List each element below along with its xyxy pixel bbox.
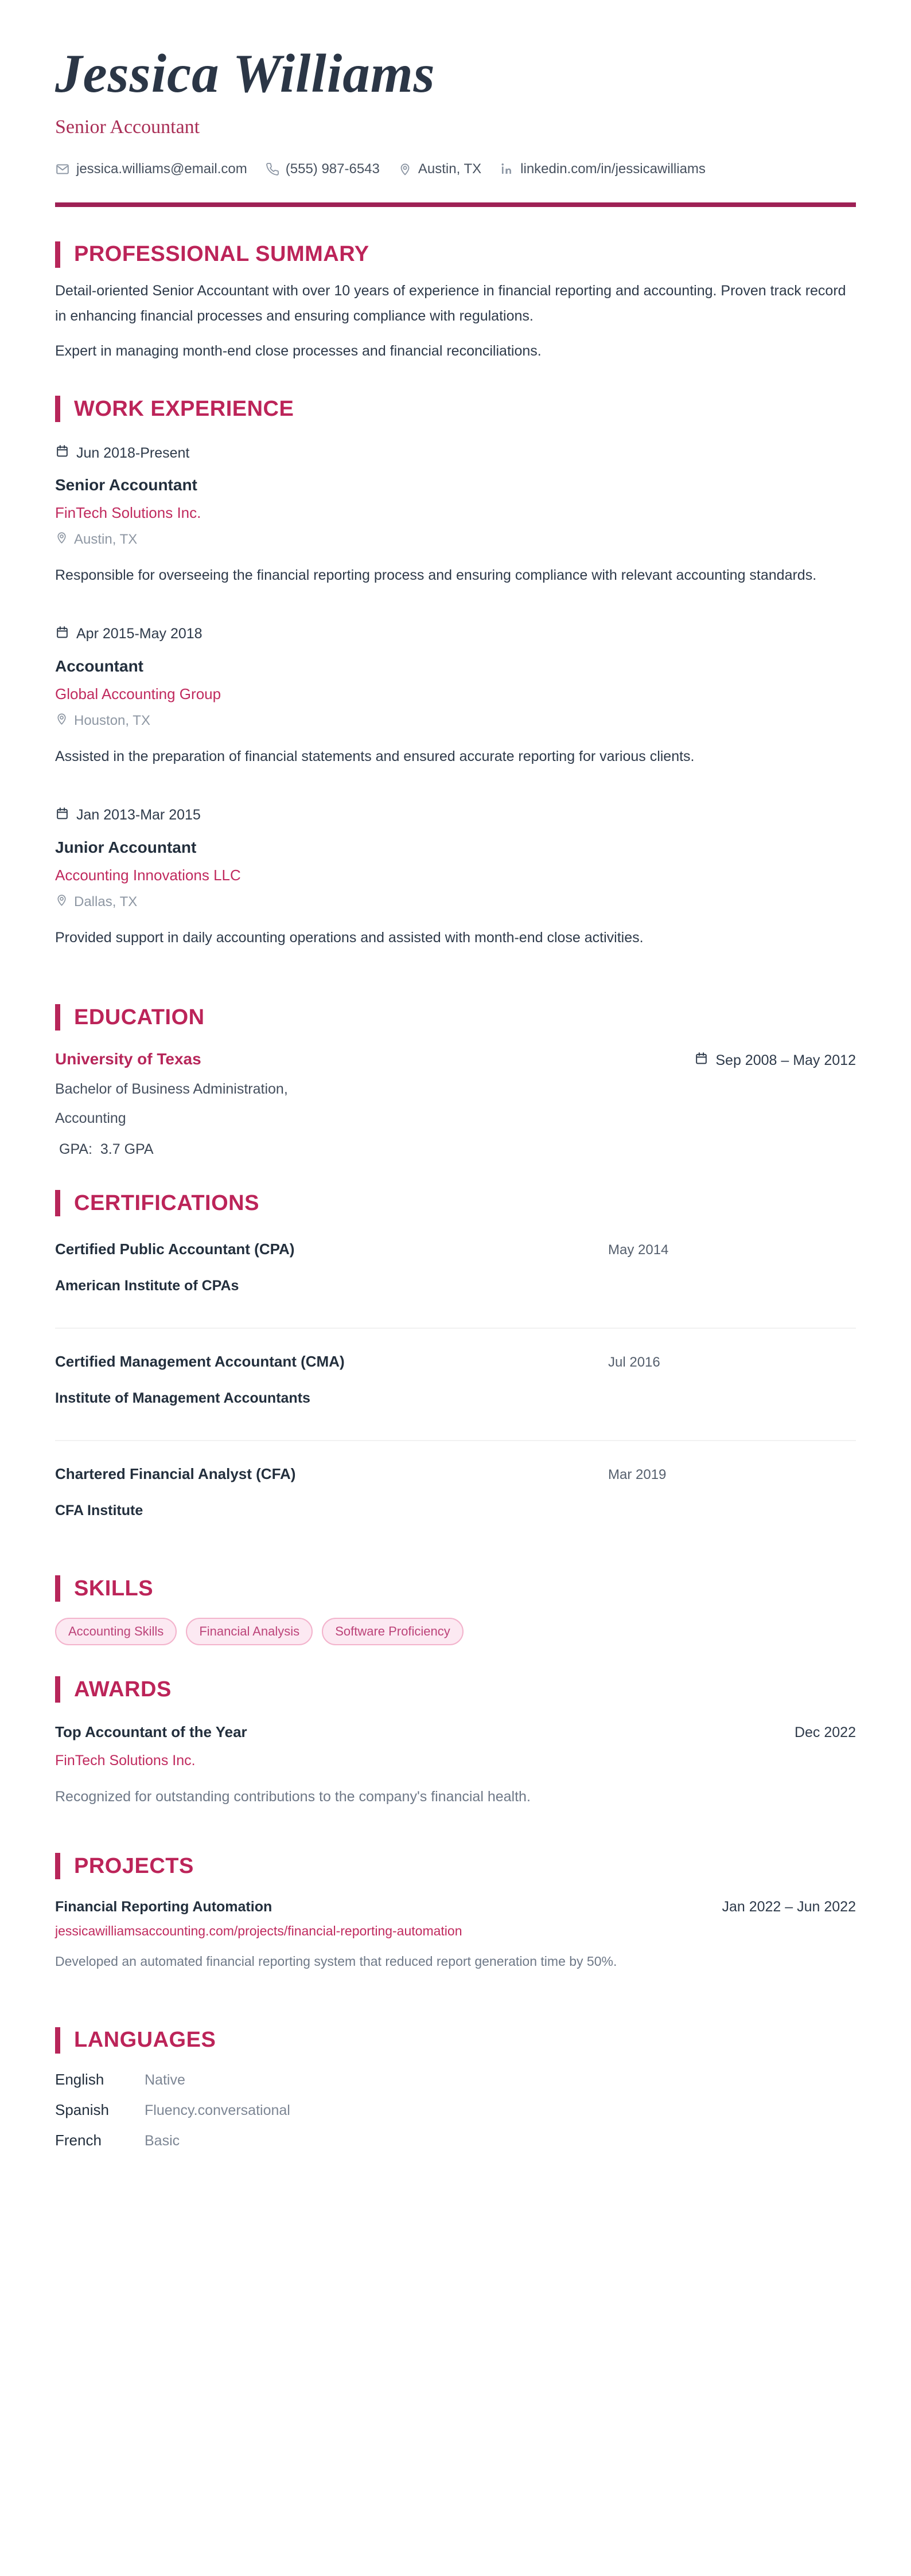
certification-org: CFA Institute (55, 1502, 143, 1519)
section-title: SKILLS (74, 1576, 154, 1601)
certification-date: Jul 2016 (608, 1355, 660, 1371)
award-company: FinTech Solutions Inc. (55, 1753, 196, 1769)
job-title: Junior Accountant (55, 838, 197, 856)
certification-divider (55, 1328, 856, 1329)
certifications-heading (55, 1190, 856, 1216)
job-location: Dallas, TX (74, 893, 138, 910)
contact-email[interactable] (55, 161, 247, 177)
work-heading (55, 396, 856, 422)
degree-line: Bachelor of Business Administration, (55, 1081, 288, 1098)
certification-main (55, 1465, 608, 1519)
job-location-row (55, 531, 856, 548)
section-education (55, 1004, 856, 1158)
job-date-row (55, 806, 856, 825)
contact-email-text: jessica.williams@email.com (76, 161, 247, 177)
education-date: Sep 2008 – May 2012 (715, 1052, 856, 1068)
language-name: French (55, 2131, 102, 2149)
section-title: LANGUAGES (74, 2028, 216, 2052)
language-list (55, 2071, 856, 2149)
phone-icon (266, 162, 279, 176)
location-icon (55, 531, 68, 548)
project-title-row (55, 1899, 856, 1915)
section-accent-bar (55, 2027, 60, 2054)
skill-pill: Software Proficiency (322, 1618, 464, 1645)
contact-location (398, 161, 481, 177)
certification-main (55, 1353, 608, 1407)
section-title: WORK EXPERIENCE (74, 396, 294, 421)
section-accent-bar (55, 1190, 60, 1216)
section-accent-bar (55, 241, 60, 268)
job-entry (55, 625, 856, 770)
section-awards (55, 1676, 856, 1808)
job-entry (55, 806, 856, 951)
location-icon (398, 162, 412, 176)
job-description: Provided support in daily accounting operations and assisted with month-end close activities. (55, 929, 644, 946)
gpa-value: 3.7 GPA (100, 1141, 154, 1158)
job-description: Responsible for overseeing the financial reporting process and ensuring compliance with relevant accounting standards. (55, 567, 817, 583)
section-languages (55, 2027, 856, 2149)
contact-phone[interactable] (266, 161, 380, 177)
certification-org: American Institute of CPAs (55, 1278, 239, 1294)
award-entry (55, 1723, 856, 1808)
job-location-row (55, 893, 856, 911)
summary-paragraph: Detail-oriented Senior Accountant with over 10 years of experience in financial reporting and accounting. Proven track record in enhancing financial processes and ensuring compliance with regulations. (55, 282, 846, 324)
language-level: Basic (145, 2132, 180, 2149)
certification-entry (55, 1240, 856, 1294)
section-accent-bar (55, 396, 60, 422)
job-date: Apr 2015-May 2018 (76, 626, 203, 642)
section-title: CERTIFICATIONS (74, 1191, 259, 1215)
resume-header (55, 44, 856, 207)
job-title: Accountant (55, 657, 143, 675)
linkedin-icon (500, 162, 514, 176)
job-date: Jan 2013-Mar 2015 (76, 807, 201, 823)
certification-entry (55, 1465, 856, 1519)
job-location: Houston, TX (74, 712, 150, 728)
job-location: Austin, TX (74, 532, 138, 547)
language-row (55, 2071, 856, 2089)
calendar-icon (55, 625, 69, 643)
job-entry (55, 444, 856, 588)
calendar-icon (55, 444, 69, 462)
education-date-row (694, 1050, 856, 1070)
skill-pill: Accounting Skills (55, 1618, 177, 1645)
job-company: Global Accounting Group (55, 685, 221, 702)
calendar-icon (694, 1051, 708, 1070)
job-location-row (55, 712, 856, 729)
section-certifications (55, 1190, 856, 1519)
job-title: Senior Accountant (55, 476, 197, 494)
section-title: PROJECTS (74, 1853, 194, 1878)
skills-pill-row (55, 1618, 856, 1645)
language-row (55, 2132, 856, 2149)
award-title: Top Accountant of the Year (55, 1723, 247, 1741)
awards-heading (55, 1676, 856, 1703)
certification-name: Chartered Financial Analyst (CFA) (55, 1465, 296, 1483)
job-date: Jun 2018-Present (76, 444, 190, 461)
project-entry (55, 1899, 856, 1972)
section-title: AWARDS (74, 1677, 172, 1701)
language-level: Native (145, 2071, 185, 2088)
education-main (55, 1050, 288, 1158)
section-projects (55, 1853, 856, 1972)
section-accent-bar (55, 1853, 60, 1879)
section-title: PROFESSIONAL SUMMARY (74, 242, 369, 266)
projects-heading (55, 1853, 856, 1879)
contact-phone-text: (555) 987-6543 (285, 161, 380, 177)
contact-linkedin[interactable] (500, 161, 706, 177)
languages-heading (55, 2027, 856, 2054)
certification-date: Mar 2019 (608, 1467, 667, 1483)
section-accent-bar (55, 1676, 60, 1703)
location-icon (55, 893, 68, 911)
person-name: Jessica Williams (55, 43, 435, 104)
section-accent-bar (55, 1004, 60, 1031)
job-company: FinTech Solutions Inc. (55, 504, 201, 521)
email-icon (55, 162, 70, 177)
section-title: EDUCATION (74, 1005, 205, 1029)
contact-row (55, 161, 856, 177)
award-description: Recognized for outstanding contributions to the company's financial health. (55, 1789, 531, 1805)
award-title-row (55, 1723, 856, 1741)
language-row (55, 2101, 856, 2119)
summary-paragraph: Expert in managing month-end close processes and financial reconciliations. (55, 342, 542, 359)
job-date-row (55, 625, 856, 643)
language-name: Spanish (55, 2101, 109, 2118)
education-entry (55, 1050, 856, 1158)
certification-name: Certified Public Accountant (CPA) (55, 1240, 295, 1258)
degree-line: Accounting (55, 1110, 126, 1126)
project-date: Jan 2022 – Jun 2022 (722, 1899, 856, 1915)
job-company: Accounting Innovations LLC (55, 866, 241, 884)
certification-divider (55, 1440, 856, 1441)
certification-name: Certified Management Accountant (CMA) (55, 1353, 345, 1371)
award-date: Dec 2022 (794, 1724, 856, 1741)
language-name: English (55, 2070, 104, 2088)
person-job-title: Senior Accountant (55, 116, 200, 138)
project-title: Financial Reporting Automation (55, 1899, 272, 1915)
job-date-row (55, 444, 856, 462)
summary-heading (55, 241, 856, 268)
education-heading (55, 1004, 856, 1031)
section-skills (55, 1575, 856, 1645)
gpa-label: GPA: (59, 1141, 92, 1158)
certification-main (55, 1240, 608, 1294)
certification-entry (55, 1353, 856, 1407)
certification-date: May 2014 (608, 1242, 669, 1258)
section-work-experience (55, 396, 856, 950)
contact-linkedin-text: linkedin.com/in/jessicawilliams (520, 161, 706, 177)
project-url-link[interactable]: jessicawilliamsaccounting.com/projects/financial-reporting-automation (55, 1923, 462, 1939)
header-divider (55, 202, 856, 207)
gpa-line (55, 1141, 288, 1158)
calendar-icon (55, 806, 69, 825)
section-accent-bar (55, 1575, 60, 1602)
contact-location-text: Austin, TX (418, 161, 482, 177)
certification-org: Institute of Management Accountants (55, 1390, 310, 1407)
school-name: University of Texas (55, 1050, 201, 1068)
skills-heading (55, 1575, 856, 1602)
skill-pill: Financial Analysis (186, 1618, 313, 1645)
language-level: Fluency.conversational (145, 2102, 290, 2118)
section-summary (55, 241, 856, 364)
location-icon (55, 712, 68, 729)
job-description: Assisted in the preparation of financial statements and ensured accurate reporting for various clients. (55, 748, 695, 764)
project-description: Developed an automated financial reporting system that reduced report generation time by 50%. (55, 1954, 617, 1969)
